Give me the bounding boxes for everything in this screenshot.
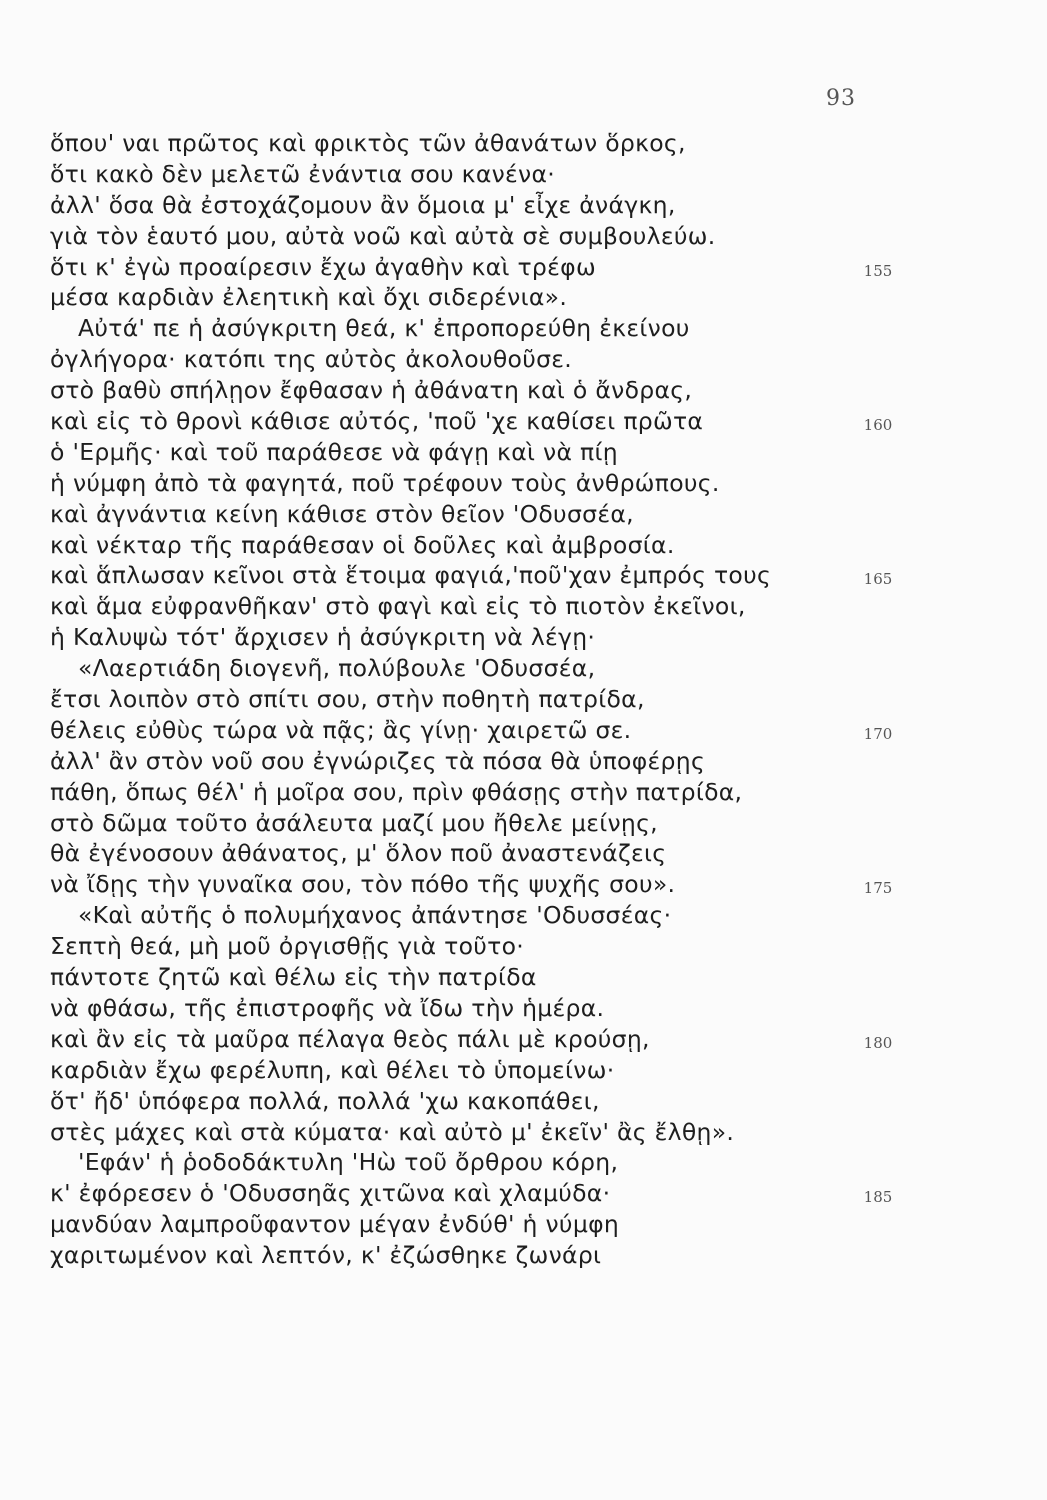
verse-text: ὁ 'Ερμῆς· καὶ τοῦ παράθεσε νὰ φάγῃ καὶ νὰ πίῃ xyxy=(50,437,618,466)
verse-line xyxy=(0,962,1047,993)
verse-line xyxy=(0,1147,1047,1178)
verse-line xyxy=(0,1117,1047,1148)
verse-line xyxy=(0,406,1047,437)
line-number: 160 xyxy=(863,416,893,435)
verse-text: ὅτ' ἤδ' ὑπόφερα πολλά, πολλά 'χω κακοπάθει, xyxy=(50,1086,600,1115)
verse-line xyxy=(0,128,1047,159)
verse-text: καὶ ἂν εἰς τὰ μαῦρα πέλαγα θεὸς πάλι μὲ κρούσῃ, xyxy=(50,1024,650,1053)
verse-text: πάντοτε ζητῶ καὶ θέλω εἰς τὴν πατρίδα xyxy=(50,963,537,992)
verse-text: ὅπου' ναι πρῶτος καὶ φρικτὸς τῶν ἀθανάτων ὅρκος, xyxy=(50,129,686,157)
verse-text: «Λαερτιάδη διογενῆ, πολύβουλε 'Οδυσσέα, xyxy=(78,654,596,683)
verse-text: καὶ ἀγνάντια κείνη κάθισε στὸν θεῖον 'Οδυσσέα, xyxy=(50,499,634,528)
verse-text: «Καὶ αὐτῆς ὁ πολυμήχανος ἀπάντησε 'Οδυσσέας· xyxy=(78,901,672,930)
verse-text: ἡ νύμφη ἀπὸ τὰ φαγητά, ποῦ τρέφουν τοὺς ἀνθρώπους. xyxy=(50,468,720,497)
line-number: 170 xyxy=(863,724,893,743)
verse-line xyxy=(0,437,1047,468)
verse-line xyxy=(0,591,1047,622)
verse-text: Αὐτά' πε ἡ ἀσύγκριτη θεά, κ' ἐπροπορεύθη ἐκείνου xyxy=(78,314,690,343)
verse-line xyxy=(0,808,1047,839)
verse-line xyxy=(0,1240,1047,1271)
verse-text: καὶ ἅμα εὐφρανθῆκαν' στὸ φαγὶ καὶ εἰς τὸ πιοτὸν ἐκεῖνοι, xyxy=(50,592,746,621)
verse-text: ὀγλήγορα· κατόπι της αὐτὸς ἀκολουθοῦσε. xyxy=(50,345,573,374)
verse-line xyxy=(0,313,1047,344)
verse-line xyxy=(0,190,1047,221)
verse-text: ὅτι κακὸ δὲν μελετῶ ἐνάντια σου κανένα· xyxy=(50,159,556,188)
verse-text: νὰ ἴδῃς τὴν γυναῖκα σου, τὸν πόθο τῆς ψυχῆς σου». xyxy=(50,870,676,899)
verse-line xyxy=(0,560,1047,591)
verse-line xyxy=(0,1209,1047,1240)
verse-line xyxy=(0,993,1047,1024)
verse-text: νὰ φθάσω, τῆς ἐπιστροφῆς νὰ ἴδω τὴν ἡμέρα. xyxy=(50,993,605,1022)
verse-line xyxy=(0,252,1047,283)
verse-text: καὶ νέκταρ τῆς παράθεσαν οἱ δοῦλες καὶ ἀμβροσία. xyxy=(50,530,675,559)
verse-text: μανδύαν λαμπροῦφαντον μέγαν ἐνδύθ' ἡ νύμφη xyxy=(50,1210,620,1239)
verse-line xyxy=(0,468,1047,499)
verse-line xyxy=(0,746,1047,777)
verse-line xyxy=(0,900,1047,931)
verse-text: χαριτωμένον καὶ λεπτόν, κ' ἐζώσθηκε ζωνάρι xyxy=(50,1241,602,1270)
verse-text: μέσα καρδιὰν ἐλεητικὴ καὶ ὄχι σιδερένια». xyxy=(50,283,568,312)
verse-line xyxy=(0,838,1047,869)
verse-text: καρδιὰν ἔχω φερέλυπη, καὶ θέλει τὸ ὑπομείνω· xyxy=(50,1055,615,1084)
verse-text: θὰ ἐγένοσουν ἀθάνατος, μ' ὅλον ποῦ ἀναστενάζεις xyxy=(50,839,667,868)
verse-line xyxy=(0,869,1047,900)
verse-text: θέλεις εὐθὺς τώρα νὰ πᾷς; ἂς γίνῃ· χαιρετῶ σε. xyxy=(50,715,632,744)
line-number: 155 xyxy=(863,261,893,280)
verse-text: στὲς μάχες καὶ στὰ κύματα· καὶ αὐτὸ μ' ἐκεῖν' ἂς ἔλθῃ». xyxy=(50,1117,735,1146)
verse-text: πάθη, ὅπως θέλ' ἡ μοῖρα σου, πρὶν φθάσῃς στὴν πατρίδα, xyxy=(50,777,743,806)
verse-text: καὶ εἰς τὸ θρονὶ κάθισε αὐτός, 'ποῦ 'χε καθίσει πρῶτα xyxy=(50,407,704,436)
verse-block xyxy=(0,128,1047,1271)
verse-text: ἡ Καλυψὼ τότ' ἄρχισεν ἡ ἀσύγκριτη νὰ λέγῃ· xyxy=(50,623,596,652)
verse-line xyxy=(0,1024,1047,1055)
page-number: 93 xyxy=(826,86,856,111)
verse-line xyxy=(0,931,1047,962)
verse-line xyxy=(0,282,1047,313)
line-number: 180 xyxy=(863,1033,893,1052)
verse-text: στὸ δῶμα τοῦτο ἀσάλευτα μαζί μου ἤθελε μείνῃς, xyxy=(50,808,658,837)
verse-line xyxy=(0,653,1047,684)
verse-text: καὶ ἅπλωσαν κεῖνοι στὰ ἕτοιμα φαγιά,'ποῦ'χαν ἐμπρός τους xyxy=(50,561,772,590)
verse-text: στὸ βαθὺ σπήλῃον ἔφθασαν ἡ ἀθάνατη καὶ ὁ ἄνδρας, xyxy=(50,376,693,405)
verse-line xyxy=(0,499,1047,530)
verse-line xyxy=(0,715,1047,746)
verse-line xyxy=(0,777,1047,808)
line-number: 165 xyxy=(863,570,893,589)
verse-text: ἀλλ' ἂν στὸν νοῦ σου ἐγνώριζες τὰ πόσα θὰ ὑποφέρῃς xyxy=(50,746,706,775)
verse-line xyxy=(0,684,1047,715)
line-number: 185 xyxy=(863,1188,893,1207)
verse-text: ἔτσι λοιπὸν στὸ σπίτι σου, στὴν ποθητὴ πατρίδα, xyxy=(50,685,645,714)
verse-line xyxy=(0,221,1047,252)
verse-text: κ' ἐφόρεσεν ὁ 'Οδυσσηᾶς χιτῶνα καὶ χλαμύδα· xyxy=(50,1179,611,1208)
verse-line xyxy=(0,530,1047,561)
verse-line xyxy=(0,344,1047,375)
verse-text: ἀλλ' ὅσα θὰ ἐστοχάζομουν ἂν ὅμοια μ' εἶχε ἀνάγκη, xyxy=(50,190,676,219)
verse-line xyxy=(0,375,1047,406)
verse-text: ὅτι κ' ἐγὼ προαίρεσιν ἔχω ἀγαθὴν καὶ τρέφω xyxy=(50,252,596,281)
verse-line xyxy=(0,1178,1047,1209)
verse-line xyxy=(0,1086,1047,1117)
verse-text: 'Εφάν' ἡ ῥοδοδάκτυλη 'Ηὼ τοῦ ὄρθρου κόρη, xyxy=(78,1148,619,1177)
verse-line xyxy=(0,622,1047,653)
verse-line xyxy=(0,1055,1047,1086)
verse-line xyxy=(0,159,1047,190)
verse-text: γιὰ τὸν ἑαυτό μου, αὐτὰ νοῶ καὶ αὐτὰ σὲ συμβουλεύω. xyxy=(50,221,716,250)
line-number: 175 xyxy=(863,879,893,898)
verse-text: Σεπτὴ θεά, μὴ μοῦ ὀργισθῇς γιὰ τοῦτο· xyxy=(50,932,525,961)
